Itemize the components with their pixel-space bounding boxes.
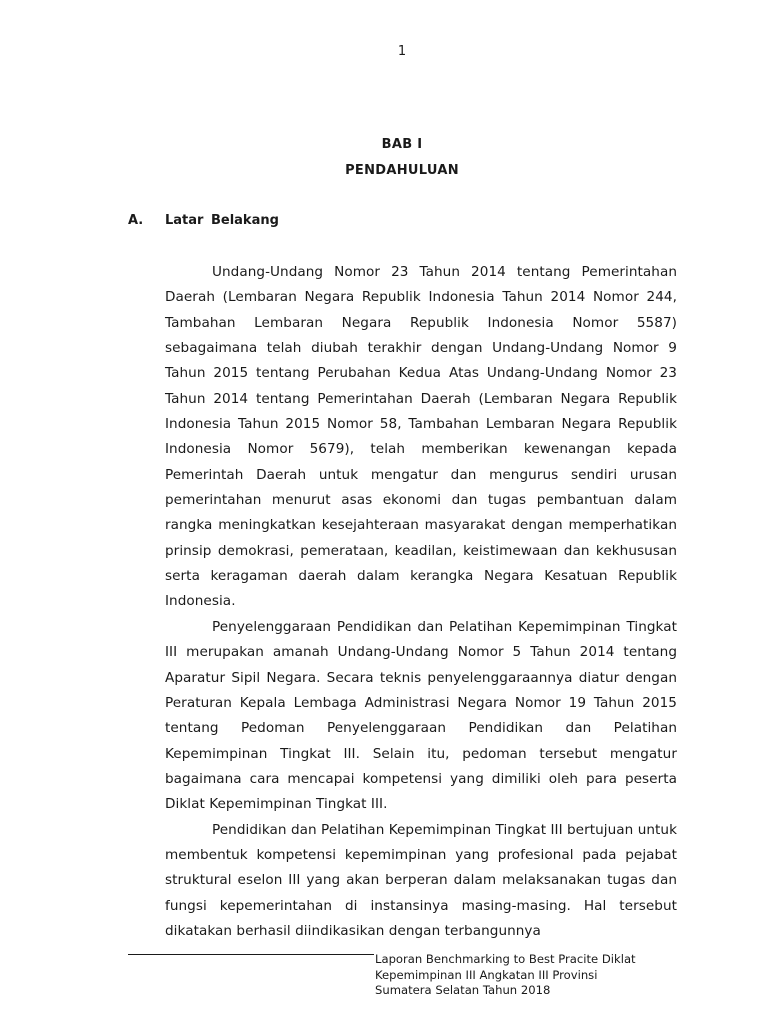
paragraph: Penyelenggaraan Pendidikan dan Pelatihan Kepemimpinan Tingkat III merupakan amanah Undang-Undang Nomor 5 Tahun 2014 tentang Aparatur Sipil Negara. Secara teknis penyelenggaraannya diatur dengan Peraturan Kepala Lembaga Administrasi Negara Nomor 19 Tahun 2015 tentang Pedoman Penyelenggaraan Pendidikan dan Pelatihan Kepemimpinan Tingkat III. Selain itu, pedoman tersebut mengatur bagaimana cara mencapai kompetensi yang dimiliki oleh para peserta Diklat Kepemimpinan Tingkat III.	[165, 618, 677, 813]
body-text	[165, 260, 677, 944]
section-title: Latar Belakang	[165, 213, 279, 228]
chapter-subtitle: PENDAHULUAN	[345, 163, 459, 178]
paragraph: Undang-Undang Nomor 23 Tahun 2014 tentang Pemerintahan Daerah (Lembaran Negara Republik Indonesia Tahun 2014 Nomor 244, Tambahan Lembaran Negara Republik Indonesia Nomor 5587) sebagaimana telah diubah terakhir dengan Undang-Undang Nomor 9 Tahun 2015 tentang Perubahan Kedua Atas Undang-Undang Nomor 23 Tahun 2014 tentang Pemerintahan Daerah (Lembaran Negara Republik Indonesia Tahun 2015 Nomor 58, Tambahan Lembaran Negara Republik Indonesia Nomor 5679), telah memberikan kewenangan kepada Pemerintah Daerah untuk mengatur dan mengurus sendiri urusan pemerintahan menurut asas ekonomi dan tugas pembantuan dalam rangka meningkatkan kesejahteraan masyarakat dengan memperhatikan prinsip demokrasi, pemerataan, keadilan, keistimewaan dan kekhususan serta keragaman daerah dalam kerangka Negara Kesatuan Republik Indonesia.	[165, 264, 677, 610]
section-letter: A.	[128, 213, 144, 228]
page-number: 1	[397, 44, 407, 59]
footer-line: Sumatera Selatan Tahun 2018	[375, 983, 551, 997]
footer-note	[375, 952, 705, 999]
chapter-title: BAB I	[381, 137, 423, 152]
paragraph: Pendidikan dan Pelatihan Kepemimpinan Tingkat III bertujuan untuk membentuk kompetensi kepemimpinan yang profesional pada pejabat struktural eselon III yang akan berperan dalam melaksanakan tugas dan fungsi kepemerintahan di instansinya masing-masing. Hal tersebut dikatakan berhasil diindikasikan dengan terbangunnya	[165, 821, 677, 939]
section-heading	[128, 213, 279, 228]
footer-rule	[128, 954, 374, 955]
footer-line: Kepemimpinan III Angkatan III Provinsi	[375, 967, 598, 982]
footer-line: Laporan Benchmarking to Best Pracite Diklat	[375, 952, 636, 966]
